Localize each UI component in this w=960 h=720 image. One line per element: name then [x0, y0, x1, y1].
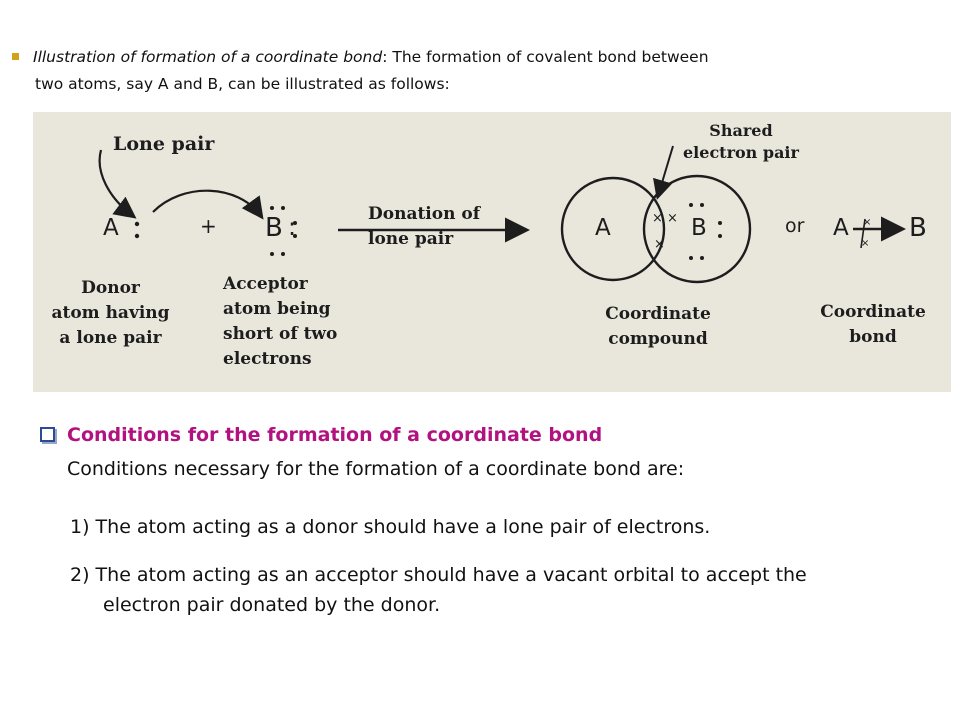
intro-text-line2: two atoms, say A and B, can be illustrated as follows:: [35, 75, 450, 93]
shared-pair-pointer-arrow: [658, 146, 673, 196]
bond-atom-a: A: [833, 215, 849, 241]
bond-caption: [813, 300, 933, 350]
bond-caption-line1: Coordinate: [820, 302, 926, 322]
intro-italic-term: Illustration of formation of a coordinate bond: [33, 48, 383, 66]
conditions-heading-text: Conditions for the formation of a coordinate bond: [67, 424, 603, 446]
shared-pair-label: [683, 120, 799, 164]
compound-caption: [593, 302, 723, 352]
lone-pair-label: Lone pair: [113, 133, 215, 155]
condition-item-2: [70, 560, 928, 620]
acceptor-caption: [223, 272, 337, 372]
condition-item-1: [70, 512, 928, 542]
compound-atom-a: A: [595, 215, 611, 241]
bond-atom-b: B: [909, 213, 927, 243]
lone-pair-pointer-arrow: [100, 150, 133, 216]
svg-text:×: ×: [863, 217, 872, 228]
bond-caption-line2: bond: [849, 327, 897, 347]
svg-text:×: ×: [861, 238, 870, 249]
condition-2-line2: electron pair donated by the donor.: [103, 594, 441, 616]
donor-atom-a: A: [103, 215, 119, 241]
shared-electron-marks-lower: ×: [654, 237, 665, 252]
intro-text-line1: : The formation of covalent bond between: [382, 48, 709, 66]
compound-atom-b: B: [691, 215, 707, 241]
donation-label-line1: Donation of: [368, 204, 481, 224]
atom-a-circle: [562, 178, 664, 280]
shared-pair-line1: Shared: [709, 121, 773, 140]
condition-2-line1: 2) The atom acting as an acceptor should have a vacant orbital to accept the: [70, 564, 807, 586]
compound-caption-line1: Coordinate: [605, 304, 711, 324]
donation-label-line2: lone pair: [368, 229, 454, 249]
checkbox-bullet-icon: [40, 427, 55, 442]
shared-pair-line2: electron pair: [683, 143, 799, 162]
coordinate-bond-figure: [33, 112, 951, 392]
or-text: or: [785, 215, 805, 237]
donor-caption-line1: Donor: [81, 278, 140, 298]
condition-1-text: 1) The atom acting as a donor should have a lone pair of electrons.: [70, 516, 711, 538]
acceptor-caption-line3: short of two: [223, 324, 338, 344]
conditions-heading: [40, 424, 602, 446]
donation-label: [368, 202, 480, 252]
shared-electron-marks: × ×: [652, 211, 678, 226]
donor-caption-line2: atom having: [51, 303, 170, 323]
compound-caption-line2: compound: [608, 329, 708, 349]
acceptor-atom-b: B: [265, 213, 283, 243]
plus-sign: +: [200, 214, 217, 238]
donor-caption: [33, 276, 188, 351]
acceptor-caption-line2: atom being: [223, 299, 331, 319]
conditions-intro: Conditions necessary for the formation of a coordinate bond are:: [67, 458, 685, 480]
colon-mark: :: [288, 213, 297, 241]
acceptor-caption-line4: electrons: [223, 349, 312, 369]
acceptor-caption-line1: Acceptor: [223, 274, 308, 294]
intro-paragraph: [12, 44, 922, 98]
square-bullet-icon: [12, 53, 19, 60]
donor-caption-line3: a lone pair: [59, 328, 162, 348]
electron-transfer-arrow: [153, 191, 261, 216]
